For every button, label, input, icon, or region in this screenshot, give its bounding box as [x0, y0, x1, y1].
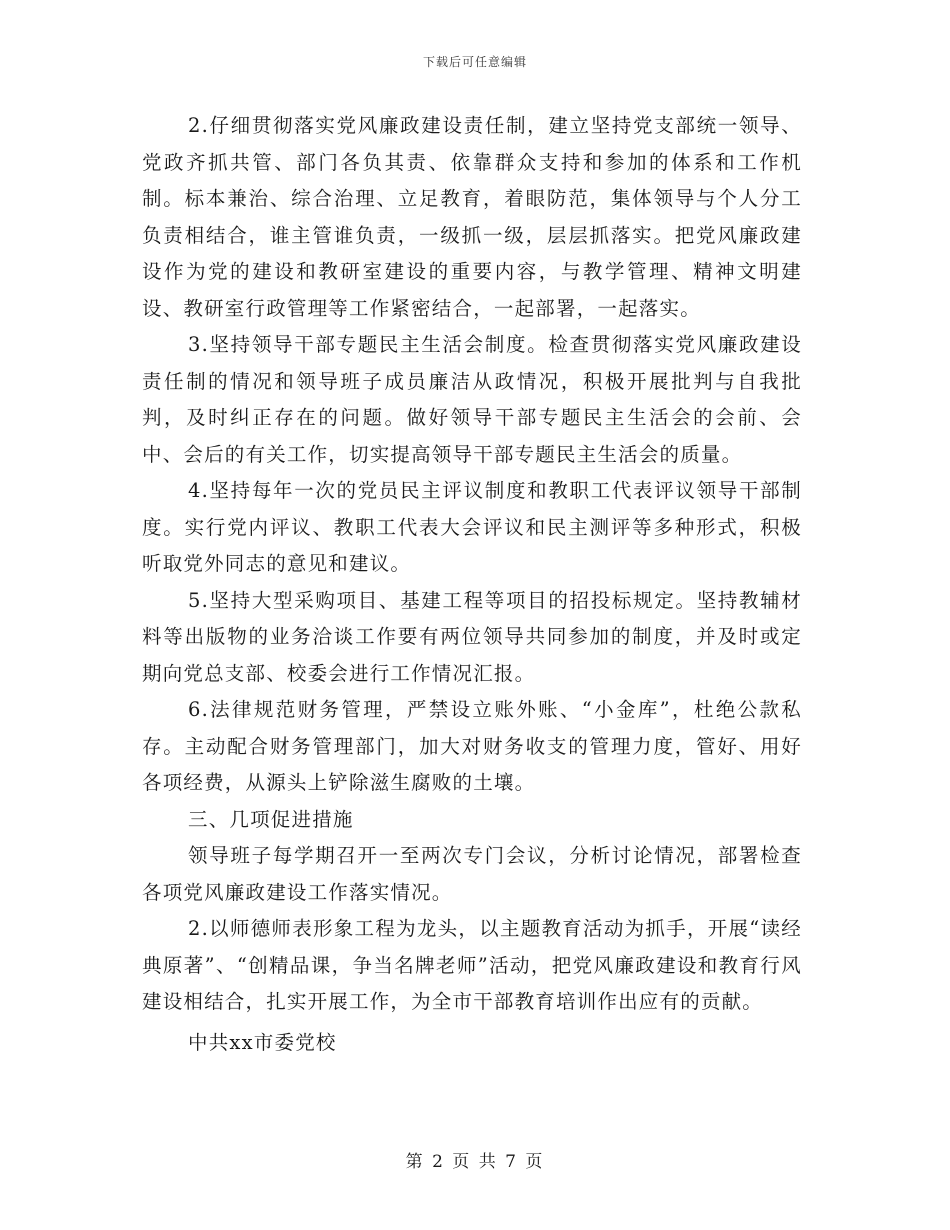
paragraph-item-4: 4.坚持每年一次的党员民主评议制度和教职工代表评议领导干部制度。实行党内评议、教职工代表大会评议和民主测评等多种形式，积极听取党外同志的意见和建议。: [142, 479, 802, 575]
document-body: [142, 108, 802, 1061]
paragraph-measures-1: 领导班子每学期召开一至两次专门会议，分析讨论情况，部署检查各项党风廉政建设工作落实情况。: [142, 844, 802, 904]
paragraph-measures-2: 2.以师德师表形象工程为龙头，以主题教育活动为抓手，开展“读经典原著”、“创精品课，争当名牌老师”活动，把党风廉政建设和教育行风建设相结合，扎实开展工作，为全市干部教育培训作出应有的贡献。: [142, 917, 802, 1013]
paragraph-item-5: 5.坚持大型采购项目、基建工程等项目的招投标规定。坚持教辅材料等出版物的业务洽谈工作要有两位领导共同参加的制度，并及时或定期向党总支部、校委会进行工作情况汇报。: [142, 588, 802, 685]
page-header: 下载后可任意编辑: [422, 55, 527, 69]
paragraph-item-6: 6.法律规范财务管理，严禁设立账外账、“小金库”，杜绝公款私存。主动配合财务管理部门，加大对财务收支的管理力度，管好、用好各项经费，从源头上铲除滋生腐败的土壤。: [142, 698, 802, 794]
paragraph-item-2: 2.仔细贯彻落实党风廉政建设责任制，建立坚持党支部统一领导、党政齐抓共管、部门各负其责、依靠群众支持和参加的体系和工作机制。标本兼治、综合治理、立足教育，着眼防范，集体领导与个人分工负责相结合，谁主管谁负责，一级抓一级，层层抓落实。把党风廉政建设作为党的建设和教研室建设的重要内容，与教学管理、精神文明建设、教研室行政管理等工作紧密结合，一起部署，一起落实。: [142, 114, 802, 320]
section-heading: 三、几项促进措施: [188, 807, 354, 831]
signature: 中共xx市委党校: [188, 1030, 337, 1054]
page-number: 第 2 页 共 7 页: [405, 1152, 545, 1172]
paragraph-item-3: 3.坚持领导干部专题民主生活会制度。检查贯彻落实党风廉政建设责任制的情况和领导班子成员廉洁从政情况，积极开展批判与自我批判，及时纠正存在的问题。做好领导干部专题民主生活会的会前、会中、会后的有关工作，切实提高领导干部专题民主生活会的质量。: [142, 333, 802, 466]
